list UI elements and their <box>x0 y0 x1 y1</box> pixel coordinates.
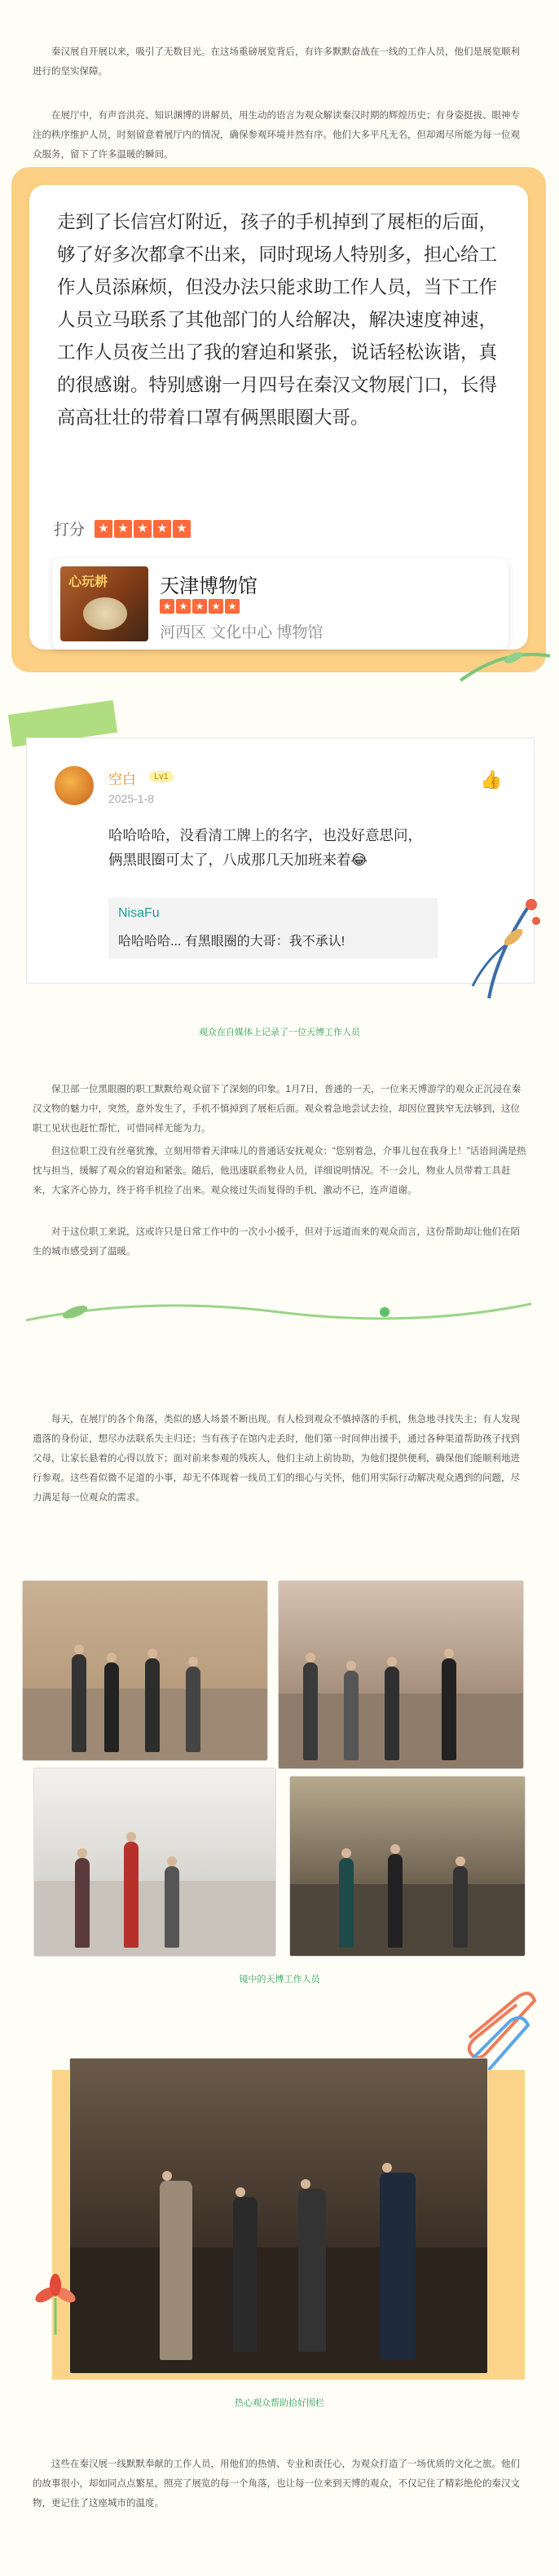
star-icon: ★ <box>160 599 174 614</box>
comment-date: 2025-1-8 <box>108 792 155 805</box>
vine-divider-icon <box>26 1288 531 1336</box>
exhibit-plate-image <box>83 597 127 630</box>
star-icon: ★ <box>173 520 191 538</box>
museum-photo-5 <box>70 2059 487 2373</box>
caption-1: 观众在自媒体上记录了一位天博工作人员 <box>199 1028 360 1037</box>
body-paragraph-2: 但这位职工没有丝毫犹豫，立刻用带着天津味儿的普通话安抚观众：“您别着急，介事儿包在我身上！”话语间满是热忱与担当，缓解了观众的窘迫和紧张。随后，他迅速联系物业人员，详细说明情况。不一会儿，物业人员带着工具赶来，大家齐心协力，终于将手机捡了出来。观众接过失而复得的手机，激动不已，连声道谢。 <box>33 1147 526 1196</box>
red-flower-icon <box>23 2266 88 2339</box>
avatar[interactable] <box>55 766 94 805</box>
review-card <box>11 167 546 672</box>
leaf-branch-icon <box>456 640 554 689</box>
review-inner <box>29 185 528 650</box>
floral-decoration-icon <box>456 888 546 1002</box>
venue-address: 河西区 文化中心 博物馆 <box>160 624 324 641</box>
comment-text: 哈哈哈哈，没看清工牌上的名字，也没好意思问，俩黑眼圈可太了，八成那几天加班来着😂 <box>108 827 422 868</box>
reply-username[interactable]: NisaFu <box>118 906 160 920</box>
score-row <box>54 517 191 539</box>
body-paragraph-1: 保卫部一位黑眼圈的职工默默给观众留下了深刻的印象。1月7日，普通的一天，一位来天博游学的观众正沉浸在秦汉文物的魅力中，突然，意外发生了，手机不慎掉到了展柜后面。观众着急地尝试去捡，却因位置狭窄无法够到，这位职工见状也赶忙帮忙，可惜同样无能为力。 <box>33 1085 522 1134</box>
review-text: 走到了长信宫灯附近，孩子的手机掉到了展柜的后面，够了好多次都拿不出来，同时现场人特别多，担心给工作人员添麻烦，但没办法只能求助工作人员，当下工作人员立马联系了其他部门的人给解决，解决速度神速，工作人员夜兰出了我的窘迫和紧张，说话轻松诙谐，真的很感谢。特别感谢一月四号在秦汉文物展门口，长得高高壮壮的带着口罩有俩黑眼圈大哥。 <box>57 212 498 428</box>
museum-photo-2 <box>279 1581 523 1768</box>
body-paragraph-4: 每天，在展厅的各个角落，类似的感人场景不断出现。有人检到观众不慎掉落的手机，焦急地寻找失主；有人发现遗落的身份证，想尽办法联系失主归还；当有孩子在馆内走丢时，他们第一时间伸出援手，通过各种渠道帮助孩子找到父母，让家长悬着的心得以放下；面对前来参观的残疾人，他们主动上前协助，为他们提供便利，确保他们能顺利地进行参观。这些看似微不足道的小事，却无不体现着一线员工们的细心与关怀，他们用实际行动解决观众遇到的问题，尽力满足每一位观众的需求。 <box>33 1415 520 1503</box>
star-icon: ★ <box>225 599 240 614</box>
star-icon: ★ <box>176 599 191 614</box>
venue-rating-stars <box>160 599 240 614</box>
rating-stars <box>95 520 191 538</box>
caption-2: 镜中的天博工作人员 <box>239 1975 320 1984</box>
intro-paragraph-2: 在展厅中，有声音洪亮、知识渊博的讲解员，用生动的语言为观众解读秦汉时期的辉煌历史；有身姿挺拔、眼神专注的秩序维护人员，时刻留意着展厅内的情况，确保参观环境井然有序。他们大多平凡无名，但却竭尽所能为每一位观众服务，留下了许多温暖的瞬间。 <box>33 111 520 160</box>
museum-photo-4 <box>290 1777 525 1956</box>
like-icon[interactable]: 👍 <box>480 769 503 790</box>
level-badge: Lv1 <box>149 771 174 782</box>
star-icon: ★ <box>95 520 112 538</box>
score-label: 打分 <box>54 522 86 539</box>
comment-username[interactable]: 空白 <box>108 772 136 787</box>
intro-paragraph-1: 秦汉展自开展以来，吸引了无数目光。在这场重磅展览背后，有许多默默奋战在一线的工作人员，他们是展览顺利进行的坚实保障。 <box>33 47 520 77</box>
star-icon: ★ <box>134 520 152 538</box>
star-icon: ★ <box>192 599 207 614</box>
venue-card[interactable] <box>52 558 508 650</box>
venue-logo: 心玩耕 <box>68 574 108 589</box>
museum-photo-3 <box>34 1768 275 1956</box>
body-paragraph-5: 这些在秦汉展一线默默奉献的工作人员，用他们的热情、专业和责任心，为观众打造了一场优质的文化之旅。他们的故事很小，却如同点点繁星，照亮了展览的每一个角落，也让每一位来到天博的观众，不仅记住了精彩绝伦的秦汉文物，更记住了这座城市的温度。 <box>33 2459 520 2508</box>
star-icon: ★ <box>209 599 223 614</box>
star-icon: ★ <box>114 520 132 538</box>
caption-3: 热心观众帮助拾好围栏 <box>235 2398 324 2408</box>
reply-text: 哈哈哈哈... 有黑眼圈的大哥：我不承认! <box>118 935 346 949</box>
reply-box <box>108 898 438 958</box>
body-paragraph-3: 对于这位职工来说，这或许只是日常工作中的一次小小援手，但对于远道而来的观众而言，这份帮助却让他们在陌生的城市感受到了温暖。 <box>33 1227 520 1257</box>
venue-thumbnail <box>60 566 148 641</box>
museum-photo-1 <box>23 1581 267 1760</box>
venue-name: 天津博物馆 <box>160 575 257 597</box>
star-icon: ★ <box>153 520 171 538</box>
